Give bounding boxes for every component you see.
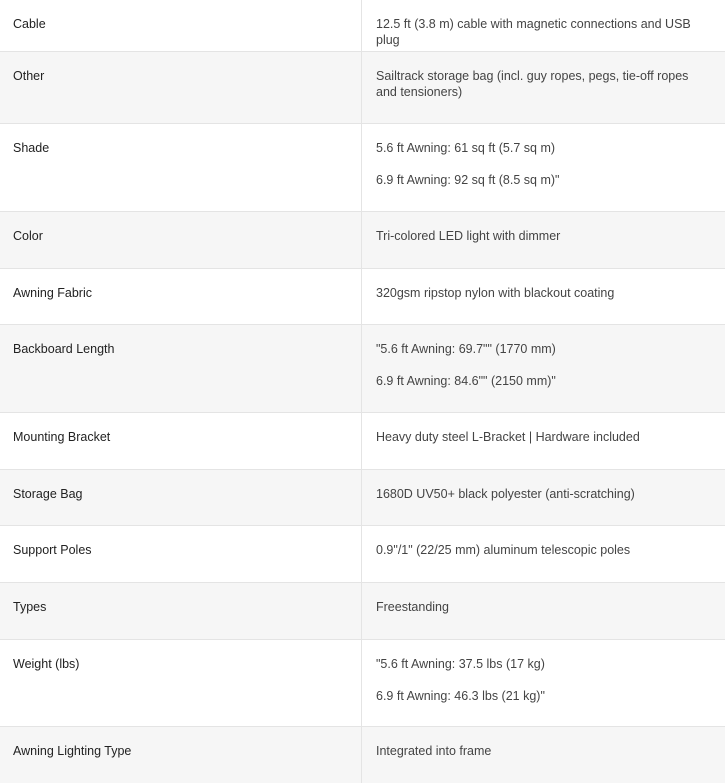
spec-label: Types <box>0 583 362 639</box>
spec-value <box>362 212 725 268</box>
spec-value <box>362 413 725 469</box>
spec-value-line: 6.9 ft Awning: 84.6"" (2150 mm)" <box>376 374 556 388</box>
spec-value <box>362 124 725 211</box>
spec-row-awning-fabric <box>0 269 725 325</box>
spec-value-line: Tri-colored LED light with dimmer <box>376 229 561 243</box>
spec-label: Backboard Length <box>0 325 362 412</box>
spec-value <box>362 325 725 412</box>
spec-value-line: Sailtrack storage bag (incl. guy ropes, pegs, tie-off ropes and tensioners) <box>376 69 689 99</box>
spec-label: Shade <box>0 124 362 211</box>
spec-label: Weight (lbs) <box>0 640 362 726</box>
spec-value-line: 0.9"/1" (22/25 mm) aluminum telescopic poles <box>376 543 631 557</box>
spec-row-support-poles <box>0 526 725 583</box>
spec-value <box>362 727 725 783</box>
spec-value-line: 6.9 ft Awning: 46.3 lbs (21 kg)" <box>376 689 545 703</box>
spec-value-line: 6.9 ft Awning: 92 sq ft (8.5 sq m)" <box>376 173 560 187</box>
spec-value <box>362 269 725 324</box>
spec-value <box>362 640 725 726</box>
spec-value-line: "5.6 ft Awning: 69.7"" (1770 mm) <box>376 342 556 356</box>
spec-row-weight <box>0 640 725 727</box>
spec-value-line: "5.6 ft Awning: 37.5 lbs (17 kg) <box>376 657 545 671</box>
spec-row-storage-bag <box>0 470 725 526</box>
spec-label: Cable <box>0 0 362 51</box>
spec-label: Support Poles <box>0 526 362 582</box>
spec-row-cable <box>0 0 725 52</box>
spec-row-color <box>0 212 725 269</box>
spec-value-line: 12.5 ft (3.8 m) cable with magnetic connections and USB plug <box>376 17 691 47</box>
spec-value-line: 320gsm ripstop nylon with blackout coating <box>376 286 615 300</box>
spec-row-shade <box>0 124 725 212</box>
spec-label: Awning Fabric <box>0 269 362 324</box>
spec-label: Color <box>0 212 362 268</box>
spec-row-awning-lighting-type <box>0 727 725 783</box>
spec-label: Storage Bag <box>0 470 362 525</box>
spec-label: Awning Lighting Type <box>0 727 362 783</box>
spec-value-line: Integrated into frame <box>376 744 492 758</box>
spec-value <box>362 470 725 525</box>
spec-label: Mounting Bracket <box>0 413 362 469</box>
spec-row-backboard-length <box>0 325 725 413</box>
spec-value <box>362 583 725 639</box>
spec-value-line: 1680D UV50+ black polyester (anti-scratching) <box>376 487 635 501</box>
spec-row-types <box>0 583 725 640</box>
spec-value-line: 5.6 ft Awning: 61 sq ft (5.7 sq m) <box>376 141 556 155</box>
spec-value <box>362 0 725 51</box>
spec-row-other <box>0 52 725 124</box>
spec-row-mounting-bracket <box>0 413 725 470</box>
spec-value <box>362 52 725 123</box>
spec-value-line: Heavy duty steel L-Bracket | Hardware included <box>376 430 640 444</box>
spec-value <box>362 526 725 582</box>
spec-value-line: Freestanding <box>376 600 449 614</box>
spec-label: Other <box>0 52 362 123</box>
